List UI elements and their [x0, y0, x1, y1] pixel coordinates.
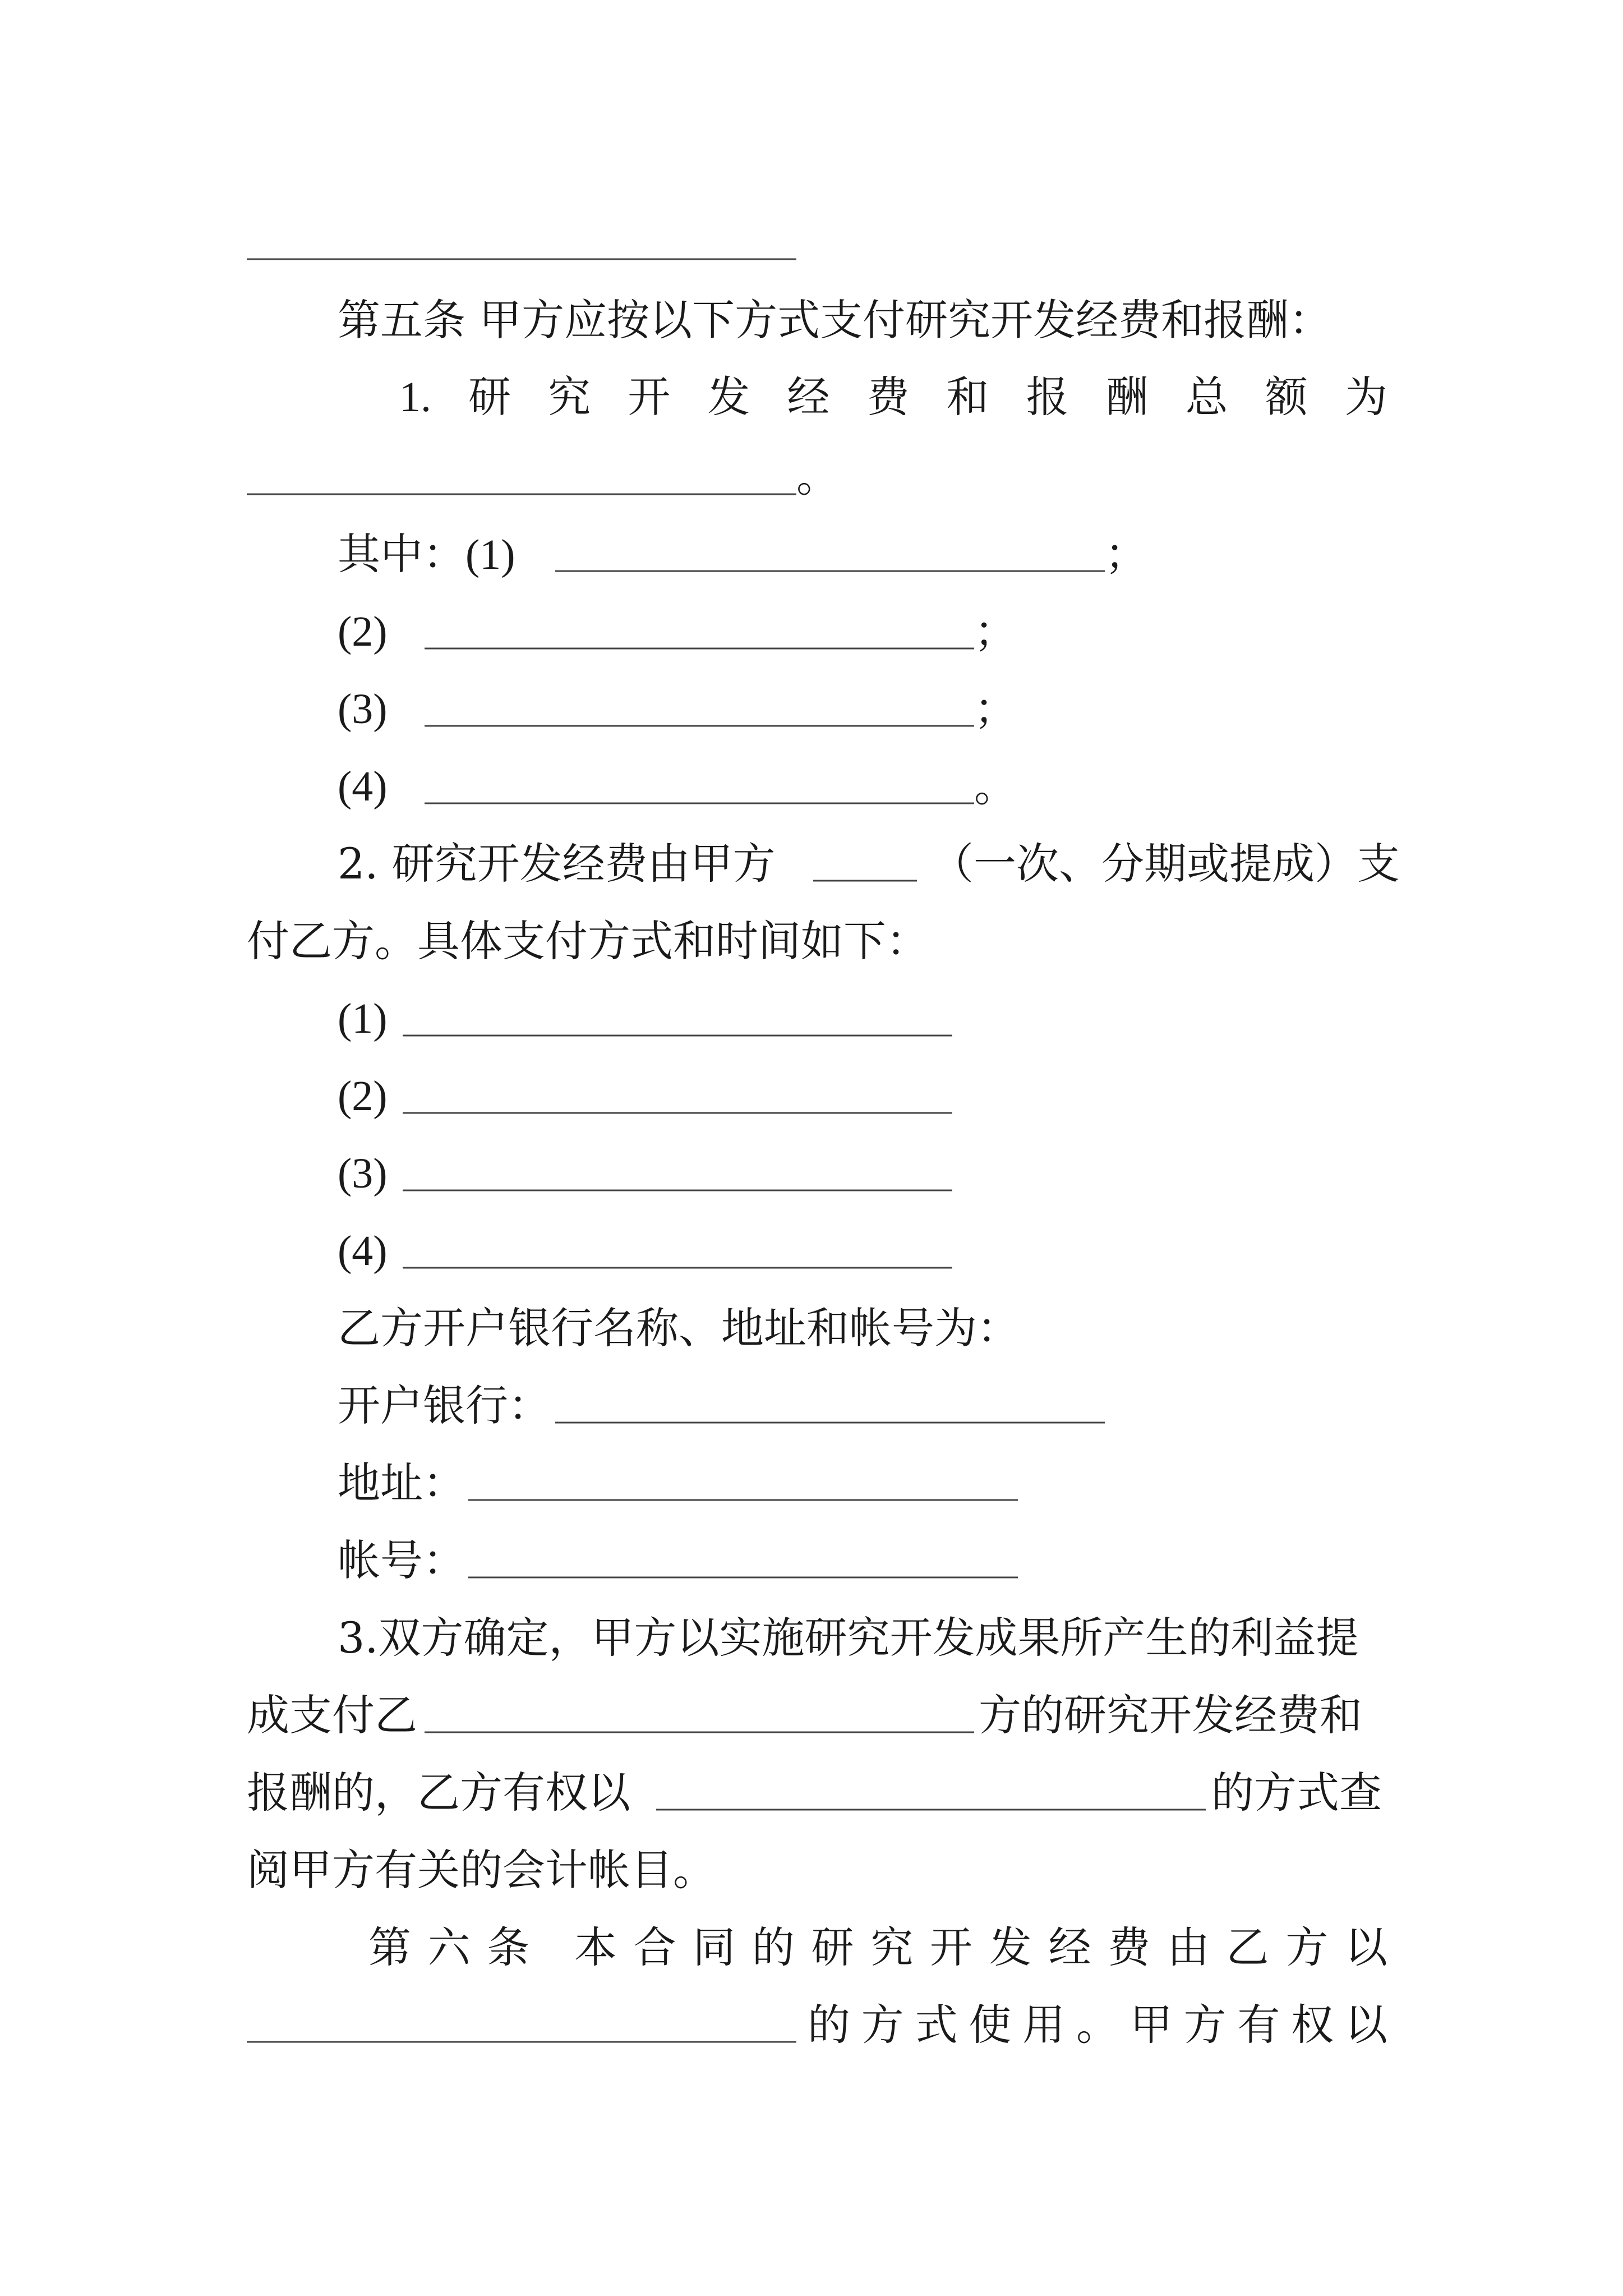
article6-char: 由 [1166, 1922, 1210, 1972]
item2-start: 2. 研究开发经费由甲方 [338, 839, 776, 889]
article6-line2-char: 使 [969, 2000, 1012, 2050]
address-label: 地址： [338, 1458, 465, 1508]
item3-line3-start: 报酬的，乙方有权以 [247, 1768, 630, 1818]
article6-char: 究 [870, 1922, 914, 1972]
part-4-label: (4) [338, 763, 388, 810]
part-2-label: (2) [338, 608, 388, 655]
item2-paren: （一次、分期或提成）支 [931, 839, 1400, 889]
part-1-end: ； [1105, 529, 1147, 579]
article6-line2-char: 。 [1076, 2000, 1119, 2050]
schedule-3-label: (3) [338, 1150, 388, 1197]
item1-tail: 。 [796, 452, 839, 501]
article6-line2-char: 权 [1291, 2000, 1334, 2050]
item3-line4: 阅甲方有关的会计帐目。 [247, 1845, 716, 1895]
part-1-line [338, 529, 515, 579]
schedule-1-label: (1) [338, 995, 388, 1042]
article6-char: 开 [930, 1922, 973, 1972]
article6-char: 本 [574, 1922, 617, 1972]
article6-line2-char: 方 [1183, 2000, 1227, 2050]
item1-char: 报 [1026, 372, 1069, 422]
article6-line2-char: 用 [1022, 2000, 1066, 2050]
among-label: 其中： [338, 529, 465, 579]
item1-char: 总 [1185, 372, 1228, 422]
item1-char: 额 [1265, 372, 1308, 422]
article5-text: 甲方应按以下方式支付研究开发经费和报酬： [479, 295, 1332, 345]
item1-char: 酬 [1105, 372, 1149, 422]
part-3-label: (3) [338, 685, 388, 733]
schedule-2-label: (2) [338, 1073, 388, 1120]
article6-line1 [368, 1922, 1387, 1972]
article6-char: 方 [1285, 1922, 1329, 1972]
account-label: 帐号： [338, 1535, 465, 1585]
item2-line2: 付乙方。具体支付方式和时间如下： [247, 916, 929, 966]
item1-number: 1. [399, 374, 431, 421]
article6-heading-char: 第 [368, 1922, 411, 1972]
item1-char: 经 [787, 372, 830, 422]
item3-line1: 3.双方确定，甲方以实施研究开发成果所产生的利益提 [338, 1613, 1359, 1663]
item1-char: 和 [946, 372, 989, 422]
article6-char: 以 [1344, 1922, 1387, 1972]
article6-char: 经 [1048, 1922, 1091, 1972]
bank-label: 开户银行： [338, 1381, 551, 1430]
part-4-end: 。 [974, 761, 1017, 811]
item3-line3-end: 的方式查 [1211, 1768, 1382, 1818]
article6-char: 费 [1108, 1922, 1151, 1972]
article6-heading-char: 六 [427, 1922, 471, 1972]
part-2-end: ； [974, 606, 1017, 656]
item1-char: 费 [866, 372, 910, 422]
article6-line2 [808, 2000, 1387, 2050]
article5-heading: 第五条 [338, 295, 465, 345]
article6-char: 研 [811, 1922, 854, 1972]
article5-heading-line [338, 295, 1332, 345]
article6-line2-char: 方 [861, 2000, 904, 2050]
article6-char: 发 [989, 1922, 1032, 1972]
article6-heading-char: 条 [487, 1922, 530, 1972]
article6-char: 合 [633, 1922, 676, 1972]
article6-line2-char: 有 [1237, 2000, 1280, 2050]
article6-line2-char: 式 [915, 2000, 958, 2050]
item1-char: 开 [628, 372, 671, 422]
bank-intro: 乙方开户银行名称、地址和帐号为： [338, 1303, 1020, 1353]
item3-line2-end: 方的研究开发经费和 [979, 1690, 1362, 1740]
article6-line2-char: 的 [808, 2000, 850, 2050]
item1-char: 发 [707, 372, 750, 422]
article6-char: 的 [751, 1922, 795, 1972]
part-1-label: (1) [465, 531, 515, 578]
article6-char: 同 [693, 1922, 736, 1972]
item1-char: 为 [1344, 372, 1387, 422]
item1-line [399, 372, 1387, 422]
article6-char: 乙 [1226, 1922, 1269, 1972]
item3-line2-start: 成支付乙 [247, 1690, 417, 1740]
item1-char: 究 [548, 372, 591, 422]
schedule-4-label: (4) [338, 1227, 388, 1274]
article6-line2-char: 以 [1344, 2000, 1387, 2050]
item1-char: 研 [468, 372, 511, 422]
part-3-end: ； [974, 684, 1017, 734]
article6-line2-char: 甲 [1129, 2000, 1173, 2050]
